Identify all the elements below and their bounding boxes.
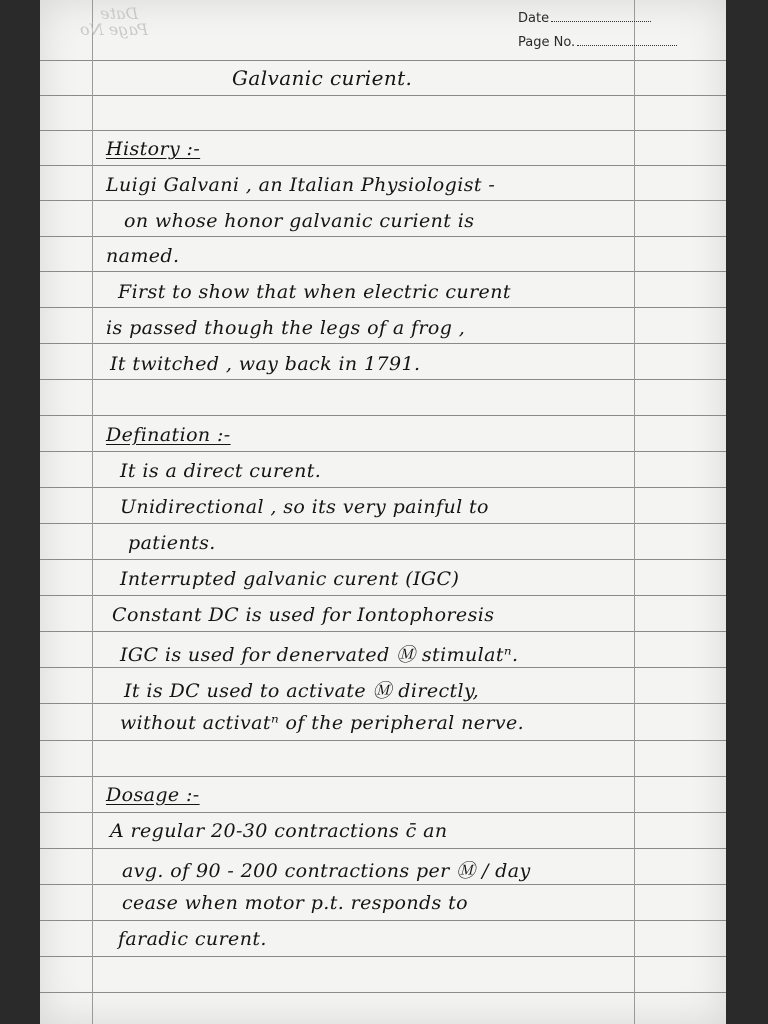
definition-line: It is a direct curent. — [120, 460, 322, 482]
definition-line: Interrupted galvanic curent (IGC) — [120, 568, 460, 590]
right-margin-line — [634, 0, 635, 1024]
bleed-through-text: Date — [100, 4, 139, 23]
page-no-blank — [577, 45, 677, 46]
dosage-line: cease when motor p.t. responds to — [122, 892, 468, 914]
notebook-page — [40, 0, 726, 1024]
date-field — [518, 2, 718, 26]
definition-line: patients. — [128, 532, 216, 554]
history-heading: History :- — [106, 138, 201, 160]
history-line: on whose honor galvanic curient is — [124, 210, 475, 232]
definition-line: It is DC used to activate Ⓜ directly, — [124, 680, 480, 702]
left-margin-line — [92, 0, 93, 1024]
date-label: Date — [518, 11, 550, 26]
dosage-line: avg. of 90 - 200 contractions per Ⓜ / day — [122, 860, 531, 882]
history-line: Luigi Galvani , an Italian Physiologist - — [106, 174, 496, 196]
definition-line: Constant DC is used for Iontophoresis — [112, 604, 495, 626]
bleed-through-text: Page No — [80, 20, 149, 39]
dosage-line: A regular 20-30 contractions c̄ an — [110, 820, 448, 842]
page-no-field — [518, 26, 718, 50]
dosage-line: faradic curent. — [118, 928, 267, 950]
history-line: named. — [106, 245, 180, 267]
date-blank — [551, 21, 651, 22]
history-line: First to show that when electric curent — [118, 281, 511, 303]
history-line: It twitched , way back in 1791. — [110, 353, 421, 375]
page-title: Galvanic curient. — [232, 66, 413, 90]
dosage-heading: Dosage :- — [106, 784, 200, 806]
page-header — [518, 2, 718, 50]
definition-line: Unidirectional , so its very painful to — [120, 496, 489, 518]
definition-line: without activatⁿ of the peripheral nerve. — [120, 712, 525, 734]
page-no-label: Page No. — [518, 35, 576, 50]
definition-heading: Defination :- — [106, 424, 231, 446]
history-line: is passed though the legs of a frog , — [106, 317, 466, 339]
definition-line: IGC is used for denervated Ⓜ stimulatⁿ. — [120, 644, 519, 666]
